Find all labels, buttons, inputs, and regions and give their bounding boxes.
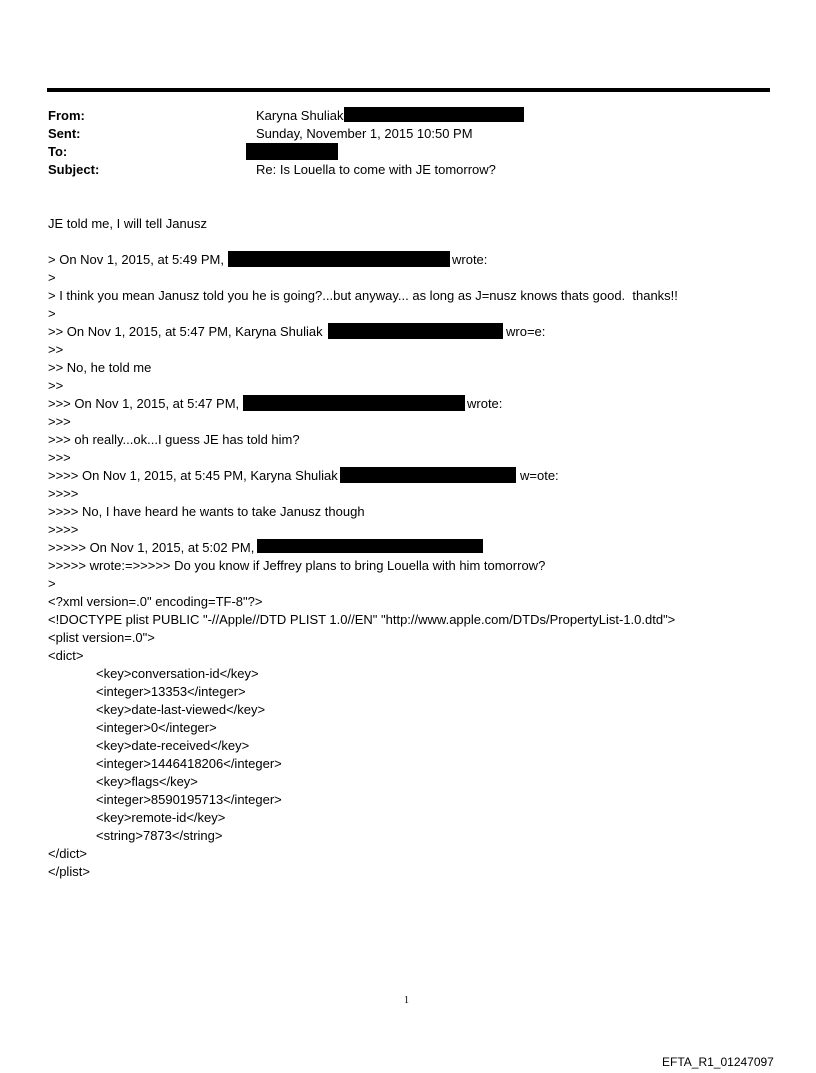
to-label: To: [48, 144, 68, 159]
sent-value: Sunday, November 1, 2015 10:50 PM [256, 126, 473, 141]
plist-line: <key>flags</key> [96, 774, 198, 789]
quote-line: >>> [48, 450, 71, 465]
redaction-quote-1 [228, 251, 450, 267]
opening-line: JE told me, I will tell Janusz [48, 216, 207, 231]
redaction-quote-2 [328, 323, 503, 339]
from-value: Karyna Shuliak [256, 108, 344, 123]
plist-line: <?xml version=.0" encoding=TF-8"?> [48, 594, 263, 609]
quote-line: >>>> [48, 486, 79, 501]
quote-line: wrote: [452, 252, 488, 267]
page-number: 1 [404, 995, 409, 1006]
quote-line: >>>> No, I have heard he wants to take Janusz though [48, 504, 365, 519]
quote-line: wrote: [467, 396, 503, 411]
plist-line: <integer>1446418206</integer> [96, 756, 282, 771]
from-label: From: [48, 108, 85, 123]
quote-line: >>>> On Nov 1, 2015, at 5:45 PM, Karyna Shuliak [48, 468, 338, 483]
quote-line: w=ote: [520, 468, 559, 483]
document-id: EFTA_R1_01247097 [662, 1055, 774, 1069]
redaction-quote-4 [340, 467, 516, 483]
plist-line: <key>date-last-viewed</key> [96, 702, 266, 717]
quote-line: wro=e: [506, 324, 546, 339]
quote-line: >> [48, 378, 64, 393]
plist-line: </dict> [48, 846, 88, 861]
plist-line: </plist> [48, 864, 90, 879]
plist-line: <integer>0</integer> [96, 720, 217, 735]
header-rule [47, 88, 770, 92]
quote-line: > I think you mean Janusz told you he is going?...but anyway... as long as J=nusz knows thats good. thanks!! [48, 288, 678, 303]
quote-line: > [48, 576, 56, 591]
plist-line: <dict> [48, 648, 84, 663]
quote-line: >>> oh really...ok...I guess JE has told him? [48, 432, 300, 447]
redaction-to [246, 143, 338, 160]
quote-line: >> [48, 342, 64, 357]
quote-line: >>>> [48, 522, 79, 537]
quote-line: >>>>> On Nov 1, 2015, at 5:02 PM, [48, 540, 255, 555]
quote-line: >>>>> wrote:=>>>>> Do you know if Jeffrey plans to bring Louella with him tomorrow? [48, 558, 546, 573]
plist-line: <integer>8590195713</integer> [96, 792, 282, 807]
plist-line: <!DOCTYPE plist PUBLIC "-//Apple//DTD PLIST 1.0//EN" "http://www.apple.com/DTDs/PropertyList-1.0.dtd"> [48, 612, 676, 627]
quote-line: > On Nov 1, 2015, at 5:49 PM, [48, 252, 224, 267]
quote-line: >> No, he told me [48, 360, 152, 375]
quote-line: >> On Nov 1, 2015, at 5:47 PM, Karyna Shuliak [48, 324, 323, 339]
plist-line: <key>date-received</key> [96, 738, 250, 753]
quote-line: >>> [48, 414, 71, 429]
plist-line: <key>conversation-id</key> [96, 666, 259, 681]
plist-line: <plist version=.0"> [48, 630, 155, 645]
subject-value: Re: Is Louella to come with JE tomorrow? [256, 162, 496, 177]
quote-line: > [48, 270, 56, 285]
sent-label: Sent: [48, 126, 81, 141]
subject-label: Subject: [48, 162, 100, 177]
plist-line: <string>7873</string> [96, 828, 223, 843]
quote-line: > [48, 306, 56, 321]
redaction-from-email [344, 107, 524, 122]
plist-line: <key>remote-id</key> [96, 810, 226, 825]
redaction-quote-3 [243, 395, 465, 411]
plist-line: <integer>13353</integer> [96, 684, 246, 699]
quote-line: >>> On Nov 1, 2015, at 5:47 PM, [48, 396, 240, 411]
redaction-quote-5 [257, 539, 483, 553]
